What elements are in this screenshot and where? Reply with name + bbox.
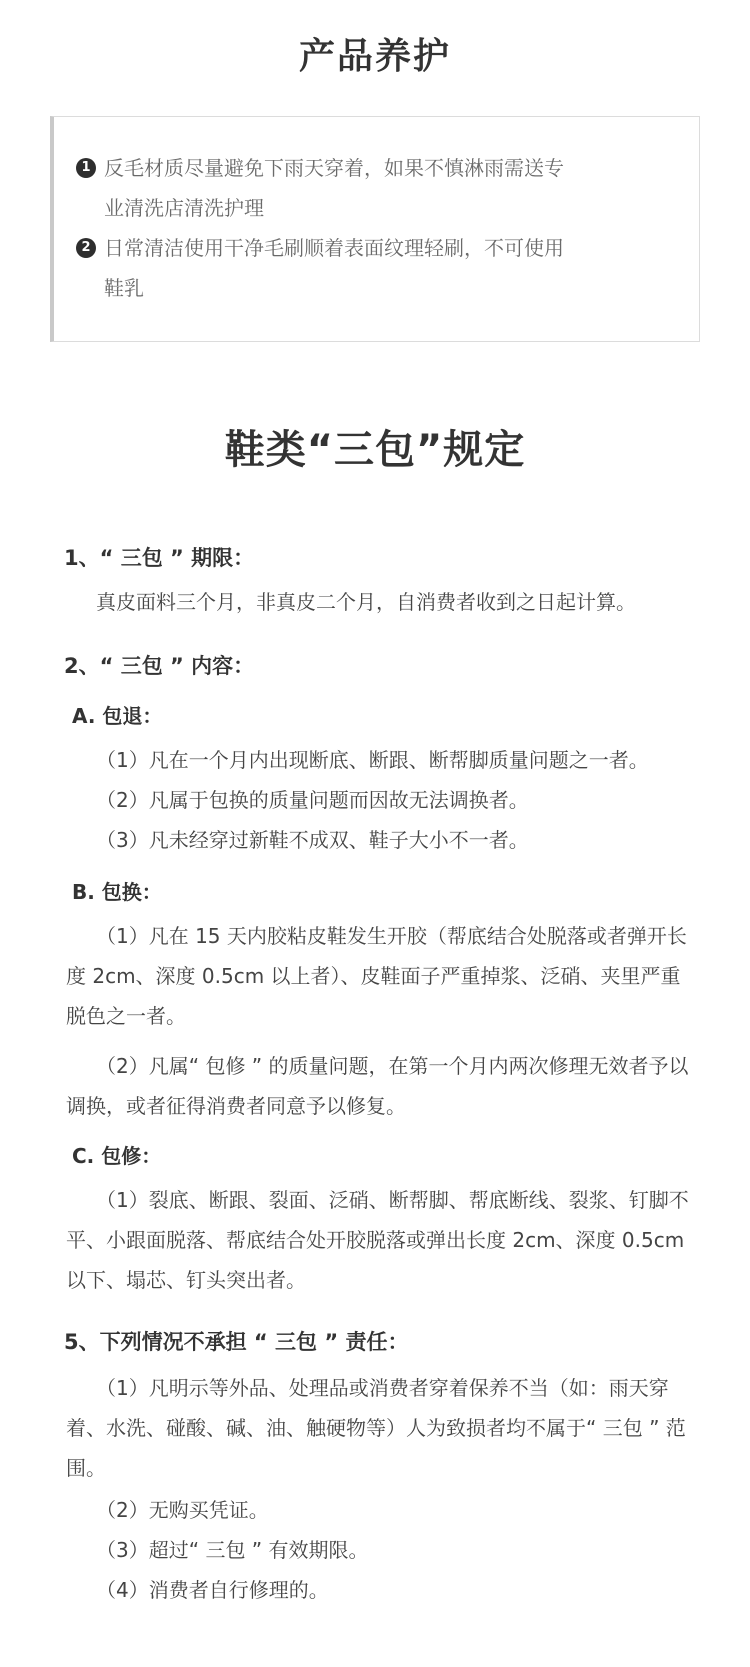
paragraph: （2）无购买凭证。 [96, 1498, 269, 1522]
paragraph: （1）凡明示等外品、处理品或消费者穿着保养不当（如：雨天穿着、水洗、碰酸、碱、油、触硬物等）人为致损者均不属于“ 三包 ” 范围。 [66, 1376, 686, 1480]
section-heading: 1、“ 三包 ” 期限： [64, 546, 255, 570]
paragraph: （3）凡未经穿过新鞋不成双、鞋子大小不一者。 [96, 828, 529, 852]
care-item [81, 228, 564, 308]
care-title: 产品养护 [298, 36, 451, 77]
subsection-label: C. 包修： [72, 1144, 162, 1168]
care-item-text: 反毛材质尽量避免下雨天穿着，如果不慎淋雨需送专业清洗店清洗护理 [104, 156, 564, 220]
number-2-icon: 2 [76, 238, 96, 258]
section-heading: 2、“ 三包 ” 内容： [64, 654, 255, 678]
care-item-text: 日常清洁使用干净毛刷顺着表面纹理轻刷，不可使用鞋乳 [104, 236, 564, 300]
paragraph: （3）超过“ 三包 ” 有效期限。 [96, 1538, 369, 1562]
care-item [81, 148, 564, 228]
paragraph: （4）消费者自行修理的。 [96, 1578, 329, 1602]
paragraph: （2）凡属“ 包修 ” 的质量问题，在第一个月内两次修理无效者予以调换，或者征得消费者同意予以修复。 [66, 1054, 689, 1118]
paragraph: （1）凡在 15 天内胶粘皮鞋发生开胶（帮底结合处脱落或者弹开长度 2cm、深度 0.5cm 以上者）、皮鞋面子严重掉浆、泛硝、夹里严重脱色之一者。 [66, 924, 687, 1028]
subsection-label: A. 包退： [72, 704, 163, 728]
paragraph: （1）裂底、断跟、裂面、泛硝、断帮脚、帮底断线、裂浆、钉脚不平、小跟面脱落、帮底结合处开胶脱落或弹出长度 2cm、深度 0.5cm 以下、塌芯、钉头突出者。 [66, 1188, 689, 1292]
paragraph: 真皮面料三个月，非真皮二个月，自消费者收到之日起计算。 [96, 590, 636, 614]
paragraph: （2）凡属于包换的质量问题而因故无法调换者。 [96, 788, 529, 812]
subsection-label: B. 包换： [72, 880, 162, 904]
policy-title: 鞋类“三包”规定 [224, 427, 526, 473]
section-heading: 5、下列情况不承担 “ 三包 ” 责任： [64, 1330, 409, 1354]
paragraph: （1）凡在一个月内出现断底、断跟、断帮脚质量问题之一者。 [96, 748, 649, 772]
number-1-icon: 1 [76, 158, 96, 178]
